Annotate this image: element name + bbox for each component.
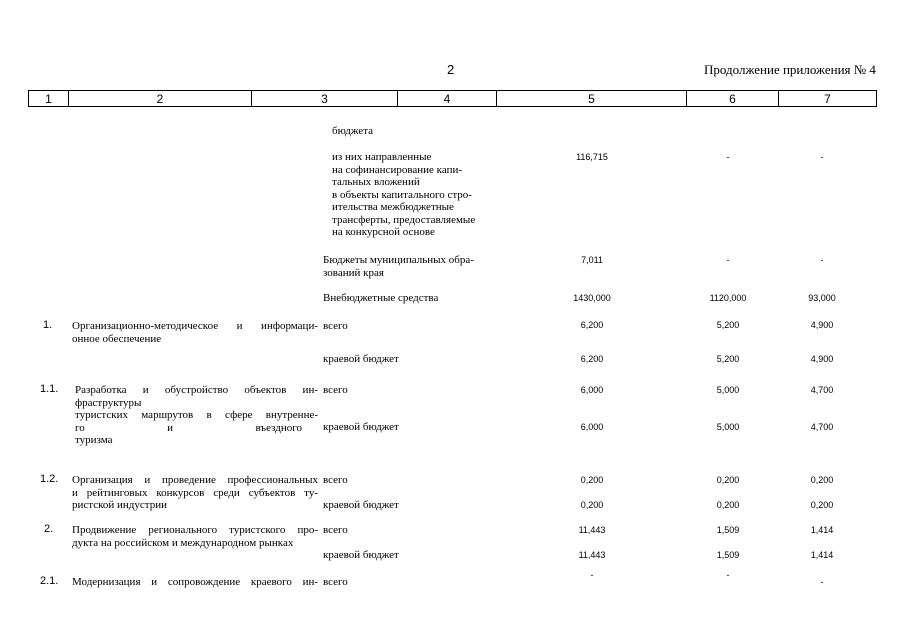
amount-cell: 4,900: [810, 320, 834, 330]
row-number: 1.2.: [40, 473, 59, 485]
column-number-cell: 5: [496, 90, 686, 107]
amount-cell: 5,000: [716, 385, 740, 395]
column-number-cell: 6: [686, 90, 778, 107]
amount-cell: 116,715: [576, 152, 608, 162]
amount-cell: 4,700: [810, 385, 834, 395]
amount-cell: 5,200: [716, 354, 740, 364]
amount-cell: -: [820, 255, 824, 265]
row-number: 2.: [44, 523, 54, 535]
amount-cell: -: [726, 255, 730, 265]
amount-cell: -: [590, 570, 594, 580]
row-number: 2.1.: [40, 575, 59, 587]
funding-source: всего: [323, 384, 348, 396]
amount-cell: 1,509: [716, 525, 740, 535]
row-number: 1.: [43, 319, 53, 331]
amount-cell: 1120,000: [709, 293, 747, 303]
amount-cell: 6,200: [580, 320, 604, 330]
row-number: 1.1.: [40, 383, 59, 395]
amount-cell: -: [820, 577, 824, 587]
amount-cell: 0,200: [716, 500, 740, 510]
amount-cell: -: [726, 570, 730, 580]
amount-cell: 11,443: [578, 550, 606, 560]
column-number-cell: 1: [28, 90, 68, 107]
column-number-cell: 4: [397, 90, 496, 107]
measure-name: Организационно-методическое и информаци- онное обеспечение: [72, 320, 318, 345]
amount-cell: 7,011: [581, 255, 603, 265]
continuation-note: Продолжение приложения № 4: [704, 62, 876, 77]
page-number: 2: [447, 62, 455, 77]
funding-source: бюджета: [332, 125, 374, 137]
measure-name: Организация и проведение профессиональных и рейтинговых конкурсов среди субъектов ту- ристской индустрии: [72, 474, 318, 511]
column-number-cell: 3: [251, 90, 397, 107]
funding-source: Внебюджетные средства: [323, 292, 439, 304]
funding-source: всего: [323, 474, 348, 486]
amount-cell: 6,000: [580, 422, 604, 432]
amount-cell: 0,200: [810, 475, 834, 485]
funding-source: Бюджеты муниципальных обра- зований края: [323, 254, 474, 279]
amount-cell: 0,200: [580, 475, 604, 485]
funding-source: краевой бюджет: [323, 549, 399, 561]
amount-cell: 1430,000: [573, 293, 611, 303]
amount-cell: 0,200: [716, 475, 740, 485]
funding-source: всего: [323, 320, 348, 332]
amount-cell: 4,700: [810, 422, 834, 432]
amount-cell: 1,414: [810, 550, 834, 560]
funding-source: краевой бюджет: [323, 499, 399, 511]
amount-cell: 6,200: [580, 354, 604, 364]
amount-cell: 0,200: [810, 500, 834, 510]
amount-cell: 0,200: [580, 500, 604, 510]
measure-name: Модернизация и сопровождение краевого ин-: [72, 576, 318, 588]
amount-cell: 5,200: [716, 320, 740, 330]
amount-cell: 93,000: [808, 293, 836, 303]
amount-cell: 5,000: [716, 422, 740, 432]
amount-cell: -: [820, 152, 824, 162]
funding-source: всего: [323, 524, 348, 536]
measure-name: Разработка и обустройство объектов ин- фраструктуры туристских маршрутов в сфере внутренне- го и въездного туризма: [75, 384, 318, 446]
column-number-cell: 2: [68, 90, 251, 107]
funding-source: краевой бюджет: [323, 353, 399, 365]
column-number-cell: 7: [778, 90, 877, 107]
funding-source: краевой бюджет: [323, 421, 399, 433]
funding-source: всего: [323, 576, 348, 588]
funding-source: из них направленные на софинансирование капи- тальных вложений в объекты капитального стро- ительства межбюджетные трансферты, предоставляемые на конкурсной основе: [332, 151, 476, 238]
measure-name: Продвижение регионального туристского про- дукта на российском и международном рынках: [72, 524, 318, 549]
amount-cell: 1,509: [716, 550, 740, 560]
amount-cell: 1,414: [810, 525, 834, 535]
amount-cell: 6,000: [580, 385, 604, 395]
amount-cell: 4,900: [810, 354, 834, 364]
amount-cell: 11,443: [578, 525, 606, 535]
amount-cell: -: [726, 152, 730, 162]
